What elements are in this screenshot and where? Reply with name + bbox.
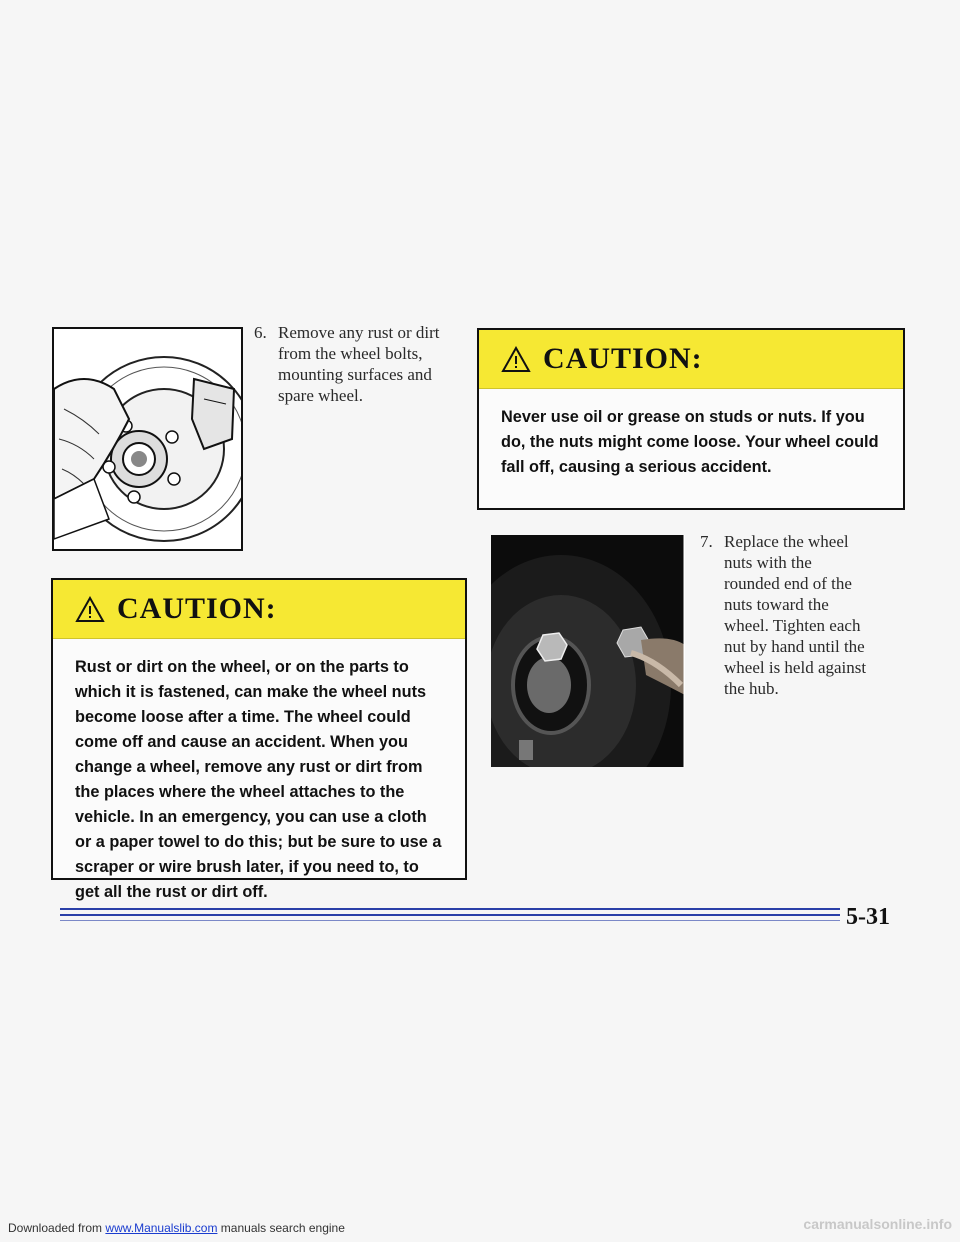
caution-box-rust-dirt bbox=[51, 578, 467, 901]
caution-body: Never use oil or grease on studs or nuts. If you do, the nuts might come loose. Your wheel could fall off, causing a serious accident. bbox=[501, 408, 879, 476]
footer-rule bbox=[60, 914, 840, 916]
caution-header bbox=[53, 580, 465, 639]
step-7 bbox=[700, 531, 870, 699]
step-number: 7. bbox=[700, 532, 713, 551]
manualslib-link[interactable]: www.Manualslib.com bbox=[105, 1221, 218, 1235]
footer-rule bbox=[60, 920, 840, 921]
caution-title: CAUTION: bbox=[117, 592, 277, 625]
step-6 bbox=[254, 322, 464, 406]
warning-triangle-icon bbox=[75, 596, 105, 623]
warning-triangle-icon bbox=[501, 346, 531, 373]
page-number: 5-31 bbox=[846, 904, 890, 930]
credit-prefix: Downloaded from bbox=[8, 1221, 103, 1235]
caution-body: Rust or dirt on the wheel, or on the parts to which it is fastened, can make the wheel nuts become loose after a time. The wheel could come off and cause an accident. When you change a wheel, remove any rust or dirt from the places where the wheel attaches to the vehicle. In an emergency, you can use a cloth or a paper towel to do this; but be sure to use a scraper or wire brush later, if you need to, to get all the rust or dirt off. bbox=[75, 658, 442, 901]
footer-rule bbox=[60, 908, 840, 910]
watermark: carmanualsonline.info bbox=[803, 1216, 952, 1232]
brake-hub-illustration bbox=[52, 327, 243, 551]
step-number: 6. bbox=[254, 323, 267, 342]
caution-title: CAUTION: bbox=[543, 342, 703, 375]
step-text: Remove any rust or dirt from the wheel bolts, mounting surfaces and spare wheel. bbox=[278, 323, 440, 405]
wheel-nut-photo bbox=[491, 535, 685, 767]
caution-box-oil-grease bbox=[477, 328, 905, 510]
step-text: Replace the wheel nuts with the rounded end of the nuts toward the wheel. Tighten each nut by hand until the wheel is held against the hub. bbox=[724, 532, 867, 698]
credit-suffix: manuals search engine bbox=[220, 1221, 345, 1235]
caution-header bbox=[479, 330, 903, 389]
download-credit bbox=[8, 1221, 345, 1235]
